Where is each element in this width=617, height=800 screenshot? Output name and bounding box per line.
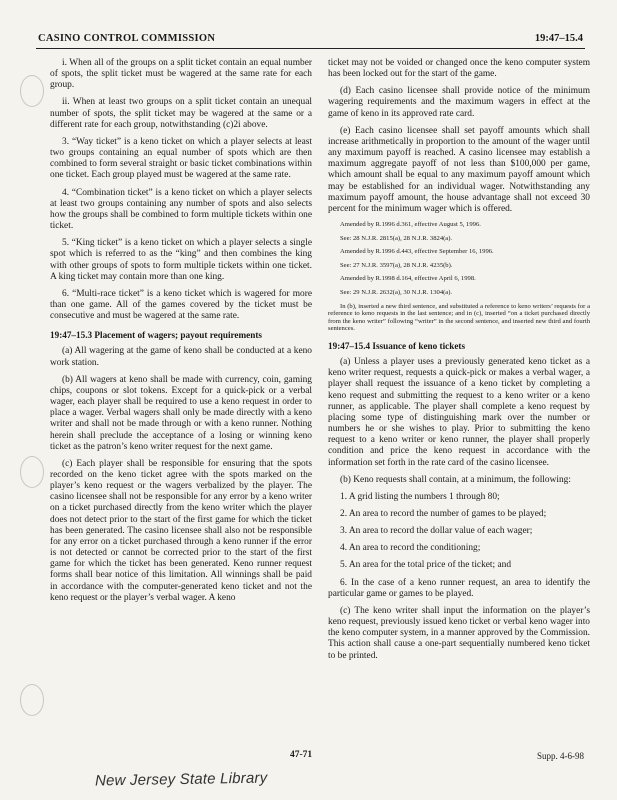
- history-line: In (b), inserted a new third sentence, and substituted a reference to keno writers’ requests for a reference to keno requests in the last sentence; and in (c), inserted “on a ticket purchased directly from the keno writer” following “writer” in the second sentence, and inserted new third and fourth sentences.: [328, 302, 590, 333]
- page-number: 47-71: [290, 750, 313, 760]
- punch-hole: [20, 456, 44, 488]
- paragraph: ii. When at least two groups on a split ticket contain an unequal number of spots, the split ticket may be wagered at the same or a different rate for each group, notwithstanding (c)2i above.: [50, 97, 312, 130]
- section-heading: 19:47–15.3 Placement of wagers; payout requirements: [50, 330, 262, 341]
- paragraph: (e) Each casino licensee shall set payoff amounts which shall increase arithmetically in proportion to the amount of the wager until any maximum payoff is reached. A casino licensee may establish a maximum aggregate payoff of not less than $100,000 per game, which amount shall be equal to any maximum payoff amount which may be established for an individual wager. Notwithstanding any maximum payoff amount, the house advantage shall not exceed 30 percent for the minimum wager which is offered.: [328, 125, 590, 214]
- paragraph: 5. “King ticket” is a keno ticket on which a player selects a single spot which is referred to as the “king” and then combines the king with other groups of spots to form multiple tickets within one ticket. A king ticket may contain more than one king.: [50, 238, 312, 282]
- paragraph: 4. “Combination ticket” is a keno ticket on which a player selects at least two groups containing any number of spots and also selects how the groups shall be combined to form multiple tickets within one ticket.: [50, 187, 312, 232]
- history-line: See: 29 N.J.R. 2632(a), 30 N.J.R. 1304(a).: [340, 289, 453, 296]
- paragraph: 4. An area to record the conditioning;: [340, 543, 481, 554]
- library-stamp: New Jersey State Library: [94, 769, 268, 790]
- paragraph: 5. An area for the total price of the ticket; and: [340, 560, 512, 571]
- paragraph: (c) Each player shall be responsible for ensuring that the spots recorded on the keno ticket agree with the spots marked on the player’s keno request or the wagers verbalized by the player. The casino licensee shall not be responsible for any error by a keno writer on a ticket purchased directly from the keno writer which the player does not detect prior to the start of the first game for which the ticket has been generated. The casino licensee shall also not be responsible for any error on a ticket purchased through a keno runner if the error is not detected or cannot be corrected prior to the start of the first game for which the ticket has been generated. Keno runner request forms shall bear notice of this limitation. All winnings shall be paid in accordance with the computer-generated keno ticket and not the keno request or the player’s verbal wager. A keno: [50, 458, 312, 603]
- paragraph: 3. “Way ticket” is a keno ticket on which a player selects at least two groups containing an equal number of spots which are then combined to form several straight or basic ticket combinations within one ticket. Each group played must be wagered at the same rate.: [50, 136, 312, 181]
- paragraph: (c) The keno writer shall input the information on the player’s keno request, previously issued keno ticket or verbal keno wager into the keno computer system, in a manner approved by the Commission. This action shall cause a one-part sequentially numbered keno ticket to be printed.: [328, 605, 590, 661]
- paragraph: (b) Keno requests shall contain, at a minimum, the following:: [340, 474, 571, 485]
- paragraph: i. When all of the groups on a split ticket contain an equal number of spots, the split ticket must be wagered at the same rate for each group.: [50, 58, 312, 91]
- running-header-title: CASINO CONTROL COMMISSION: [38, 33, 216, 44]
- section-heading: 19:47–15.4 Issuance of keno tickets: [328, 340, 466, 351]
- paragraph: (a) Unless a player uses a previously generated keno ticket as a keno writer request, requests a quick-pick or makes a verbal wager, a player shall request the issuance of a keno ticket by completing a keno request and submitting the request to a keno writer or a keno runner, as applicable. The player shall complete a keno request by placing some type of distinguishing mark over the number or numbers he or she wishes to play. Prior to submitting the keno request to a keno writer or keno runner, the player shall properly condition and price the keno request in accordance with the information set forth in the rate card of the casino licensee.: [328, 357, 590, 468]
- running-header-section: 19:47–15.4: [534, 33, 583, 44]
- paragraph: 1. A grid listing the numbers 1 through 80;: [340, 491, 500, 502]
- punch-hole: [20, 75, 44, 107]
- paragraph: (d) Each casino licensee shall provide notice of the minimum wagering requirements and the maximum wagers in effect at the game of keno in its approved rate card.: [328, 86, 590, 119]
- history-note: [328, 221, 590, 333]
- paragraph: ticket may not be voided or changed once the keno computer system has been locked out for the start of the game.: [328, 58, 590, 80]
- history-line: Amended by R.1998 d.164, effective April 6, 1998.: [340, 275, 476, 283]
- paragraph: 6. “Multi-race ticket” is a keno ticket which is wagered for more than one game. All of the games covered by the ticket must be consecutive and must be wagered at the same rate.: [50, 288, 312, 322]
- right-column: [328, 58, 590, 668]
- supplement-date: Supp. 4-6-98: [537, 751, 584, 761]
- history-line: See: 27 N.J.R. 3597(a), 28 N.J.R. 4235(b).: [340, 261, 453, 269]
- history-line: See: 28 N.J.R. 2815(a), 28 N.J.R. 3824(a).: [340, 234, 453, 242]
- history-line: Amended by R.1996 d.361, effective August 5, 1996.: [340, 221, 481, 229]
- paragraph: 6. In the case of a keno runner request, an area to identify the particular game or games to be played.: [328, 577, 590, 599]
- paragraph: (b) All wagers at keno shall be made with currency, coin, gaming chips, coupons or slot tokens. Except for a quick-pick or a verbal wager, each player shall be required to use a keno request in order to place a wager. Verbal wagers shall only be made directly with a keno writer and shall not be made through or with a keno runner. Nothing herein shall preclude the acceptance of a losing or winning keno ticket as the patron’s keno writer request for the next game.: [50, 374, 312, 452]
- paragraph: 3. An area to record the dollar value of each wager;: [340, 526, 533, 537]
- paragraph: (a) All wagering at the game of keno shall be conducted at a keno work station.: [50, 346, 312, 368]
- punch-hole: [20, 684, 44, 716]
- paragraph: 2. An area to record the number of games to be played;: [340, 509, 547, 519]
- left-column: [50, 58, 312, 610]
- header-rule: [36, 48, 585, 49]
- history-line: Amended by R.1996 d.443, effective September 16, 1996.: [340, 248, 494, 256]
